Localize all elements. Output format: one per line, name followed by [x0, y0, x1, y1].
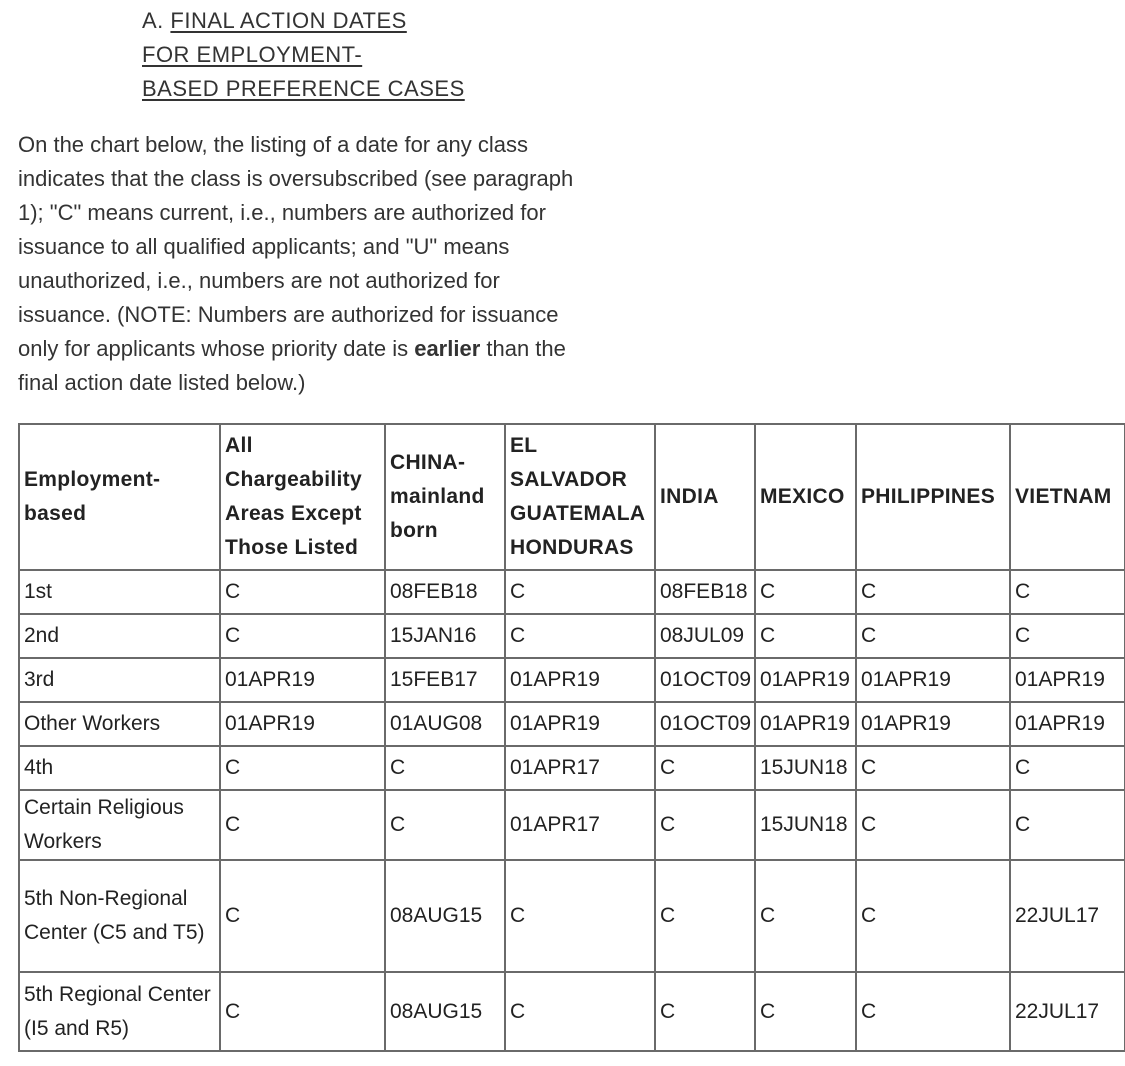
intro-text-part-2: than the final action date listed below.): [18, 336, 566, 395]
row-label-cell: 5th Non-Regional Center (C5 and T5): [19, 860, 220, 972]
table-cell: C: [505, 570, 655, 614]
table-cell: C: [655, 790, 755, 860]
table-cell: 01OCT09: [655, 702, 755, 746]
table-cell: 15FEB17: [385, 658, 505, 702]
table-cell: C: [505, 614, 655, 658]
table-row: [19, 972, 1125, 1051]
table-cell: C: [220, 570, 385, 614]
table-cell: C: [220, 614, 385, 658]
table-cell: C: [655, 746, 755, 790]
table-cell: 01APR19: [856, 658, 1010, 702]
column-header-2: CHINA-mainland born: [385, 424, 505, 570]
table-cell: C: [856, 746, 1010, 790]
table-header-row: [19, 424, 1125, 570]
row-label-cell: 3rd: [19, 658, 220, 702]
table-cell: 08JUL09: [655, 614, 755, 658]
table-cell: 01APR19: [505, 658, 655, 702]
section-heading: [142, 4, 465, 106]
table-cell: 01AUG08: [385, 702, 505, 746]
table-cell: C: [655, 972, 755, 1051]
table-cell: C: [1010, 570, 1125, 614]
row-label-cell: 5th Regional Center (I5 and R5): [19, 972, 220, 1051]
table-cell: 01APR19: [220, 658, 385, 702]
table-cell: 01APR17: [505, 746, 655, 790]
table-cell: C: [220, 746, 385, 790]
table-cell: C: [856, 790, 1010, 860]
intro-bold-word: earlier: [414, 336, 481, 361]
column-header-5: MEXICO: [755, 424, 856, 570]
intro-text-part-1: On the chart below, the listing of a date for any class indicates that the class is oversubscribed (see paragraph 1); "C" means current, i.e., numbers are authorized for issuance to all qualified applicants; and "U" means unauthorized, i.e., numbers are not authorized for issuance. (NOTE: Numbers are authorized for issuance only for applicants whose priority date is: [18, 132, 574, 361]
table-cell: C: [1010, 790, 1125, 860]
table-cell: 08FEB18: [385, 570, 505, 614]
table-cell: C: [856, 860, 1010, 972]
table-cell: 01APR17: [505, 790, 655, 860]
table-cell: 01APR19: [505, 702, 655, 746]
row-label-cell: Certain Religious Workers: [19, 790, 220, 860]
intro-paragraph: [18, 128, 578, 400]
table-cell: 08FEB18: [655, 570, 755, 614]
table-cell: 01APR19: [1010, 658, 1125, 702]
table-cell: 08AUG15: [385, 972, 505, 1051]
column-header-3: EL SALVADOR GUATEMALA HONDURAS: [505, 424, 655, 570]
table-cell: 01APR19: [856, 702, 1010, 746]
table-row: [19, 614, 1125, 658]
table-cell: C: [755, 614, 856, 658]
table-cell: 01APR19: [220, 702, 385, 746]
table-row: [19, 860, 1125, 972]
table-cell: 01APR19: [1010, 702, 1125, 746]
section-letter: A.: [142, 8, 164, 33]
table-cell: C: [220, 972, 385, 1051]
table-cell: C: [1010, 614, 1125, 658]
table-cell: C: [1010, 746, 1125, 790]
table-cell: C: [755, 972, 856, 1051]
table-cell: C: [220, 860, 385, 972]
table-cell: C: [856, 614, 1010, 658]
table-cell: 01APR19: [755, 702, 856, 746]
table-cell: 15JUN18: [755, 790, 856, 860]
heading-link-line-2[interactable]: FOR EMPLOYMENT-: [142, 42, 363, 67]
column-header-7: VIETNAM: [1010, 424, 1125, 570]
table-cell: 08AUG15: [385, 860, 505, 972]
row-label-cell: 4th: [19, 746, 220, 790]
table-row: [19, 570, 1125, 614]
column-header-1: All Chargeability Areas Except Those Listed: [220, 424, 385, 570]
table-cell: C: [856, 972, 1010, 1051]
table-cell: 15JUN18: [755, 746, 856, 790]
table-row: [19, 702, 1125, 746]
row-label-cell: 2nd: [19, 614, 220, 658]
table-row: [19, 746, 1125, 790]
table-cell: 01APR19: [755, 658, 856, 702]
table-cell: C: [505, 972, 655, 1051]
table-cell: C: [220, 790, 385, 860]
table-cell: C: [385, 790, 505, 860]
table-cell: 22JUL17: [1010, 972, 1125, 1051]
column-header-4: INDIA: [655, 424, 755, 570]
final-action-dates-table: [18, 423, 1125, 1052]
table-row: [19, 658, 1125, 702]
table-cell: C: [856, 570, 1010, 614]
table-cell: 01OCT09: [655, 658, 755, 702]
table-cell: C: [655, 860, 755, 972]
table-body: [19, 570, 1125, 1051]
table-row: [19, 790, 1125, 860]
table-cell: C: [505, 860, 655, 972]
column-header-6: PHILIPPINES: [856, 424, 1010, 570]
table-cell: C: [755, 570, 856, 614]
row-label-cell: 1st: [19, 570, 220, 614]
table-cell: 15JAN16: [385, 614, 505, 658]
column-header-0: Employment-based: [19, 424, 220, 570]
heading-link-line-3[interactable]: BASED PREFERENCE CASES: [142, 76, 465, 101]
table-cell: C: [385, 746, 505, 790]
table-cell: C: [755, 860, 856, 972]
row-label-cell: Other Workers: [19, 702, 220, 746]
heading-link-line-1[interactable]: FINAL ACTION DATES: [170, 8, 407, 33]
table-cell: 22JUL17: [1010, 860, 1125, 972]
